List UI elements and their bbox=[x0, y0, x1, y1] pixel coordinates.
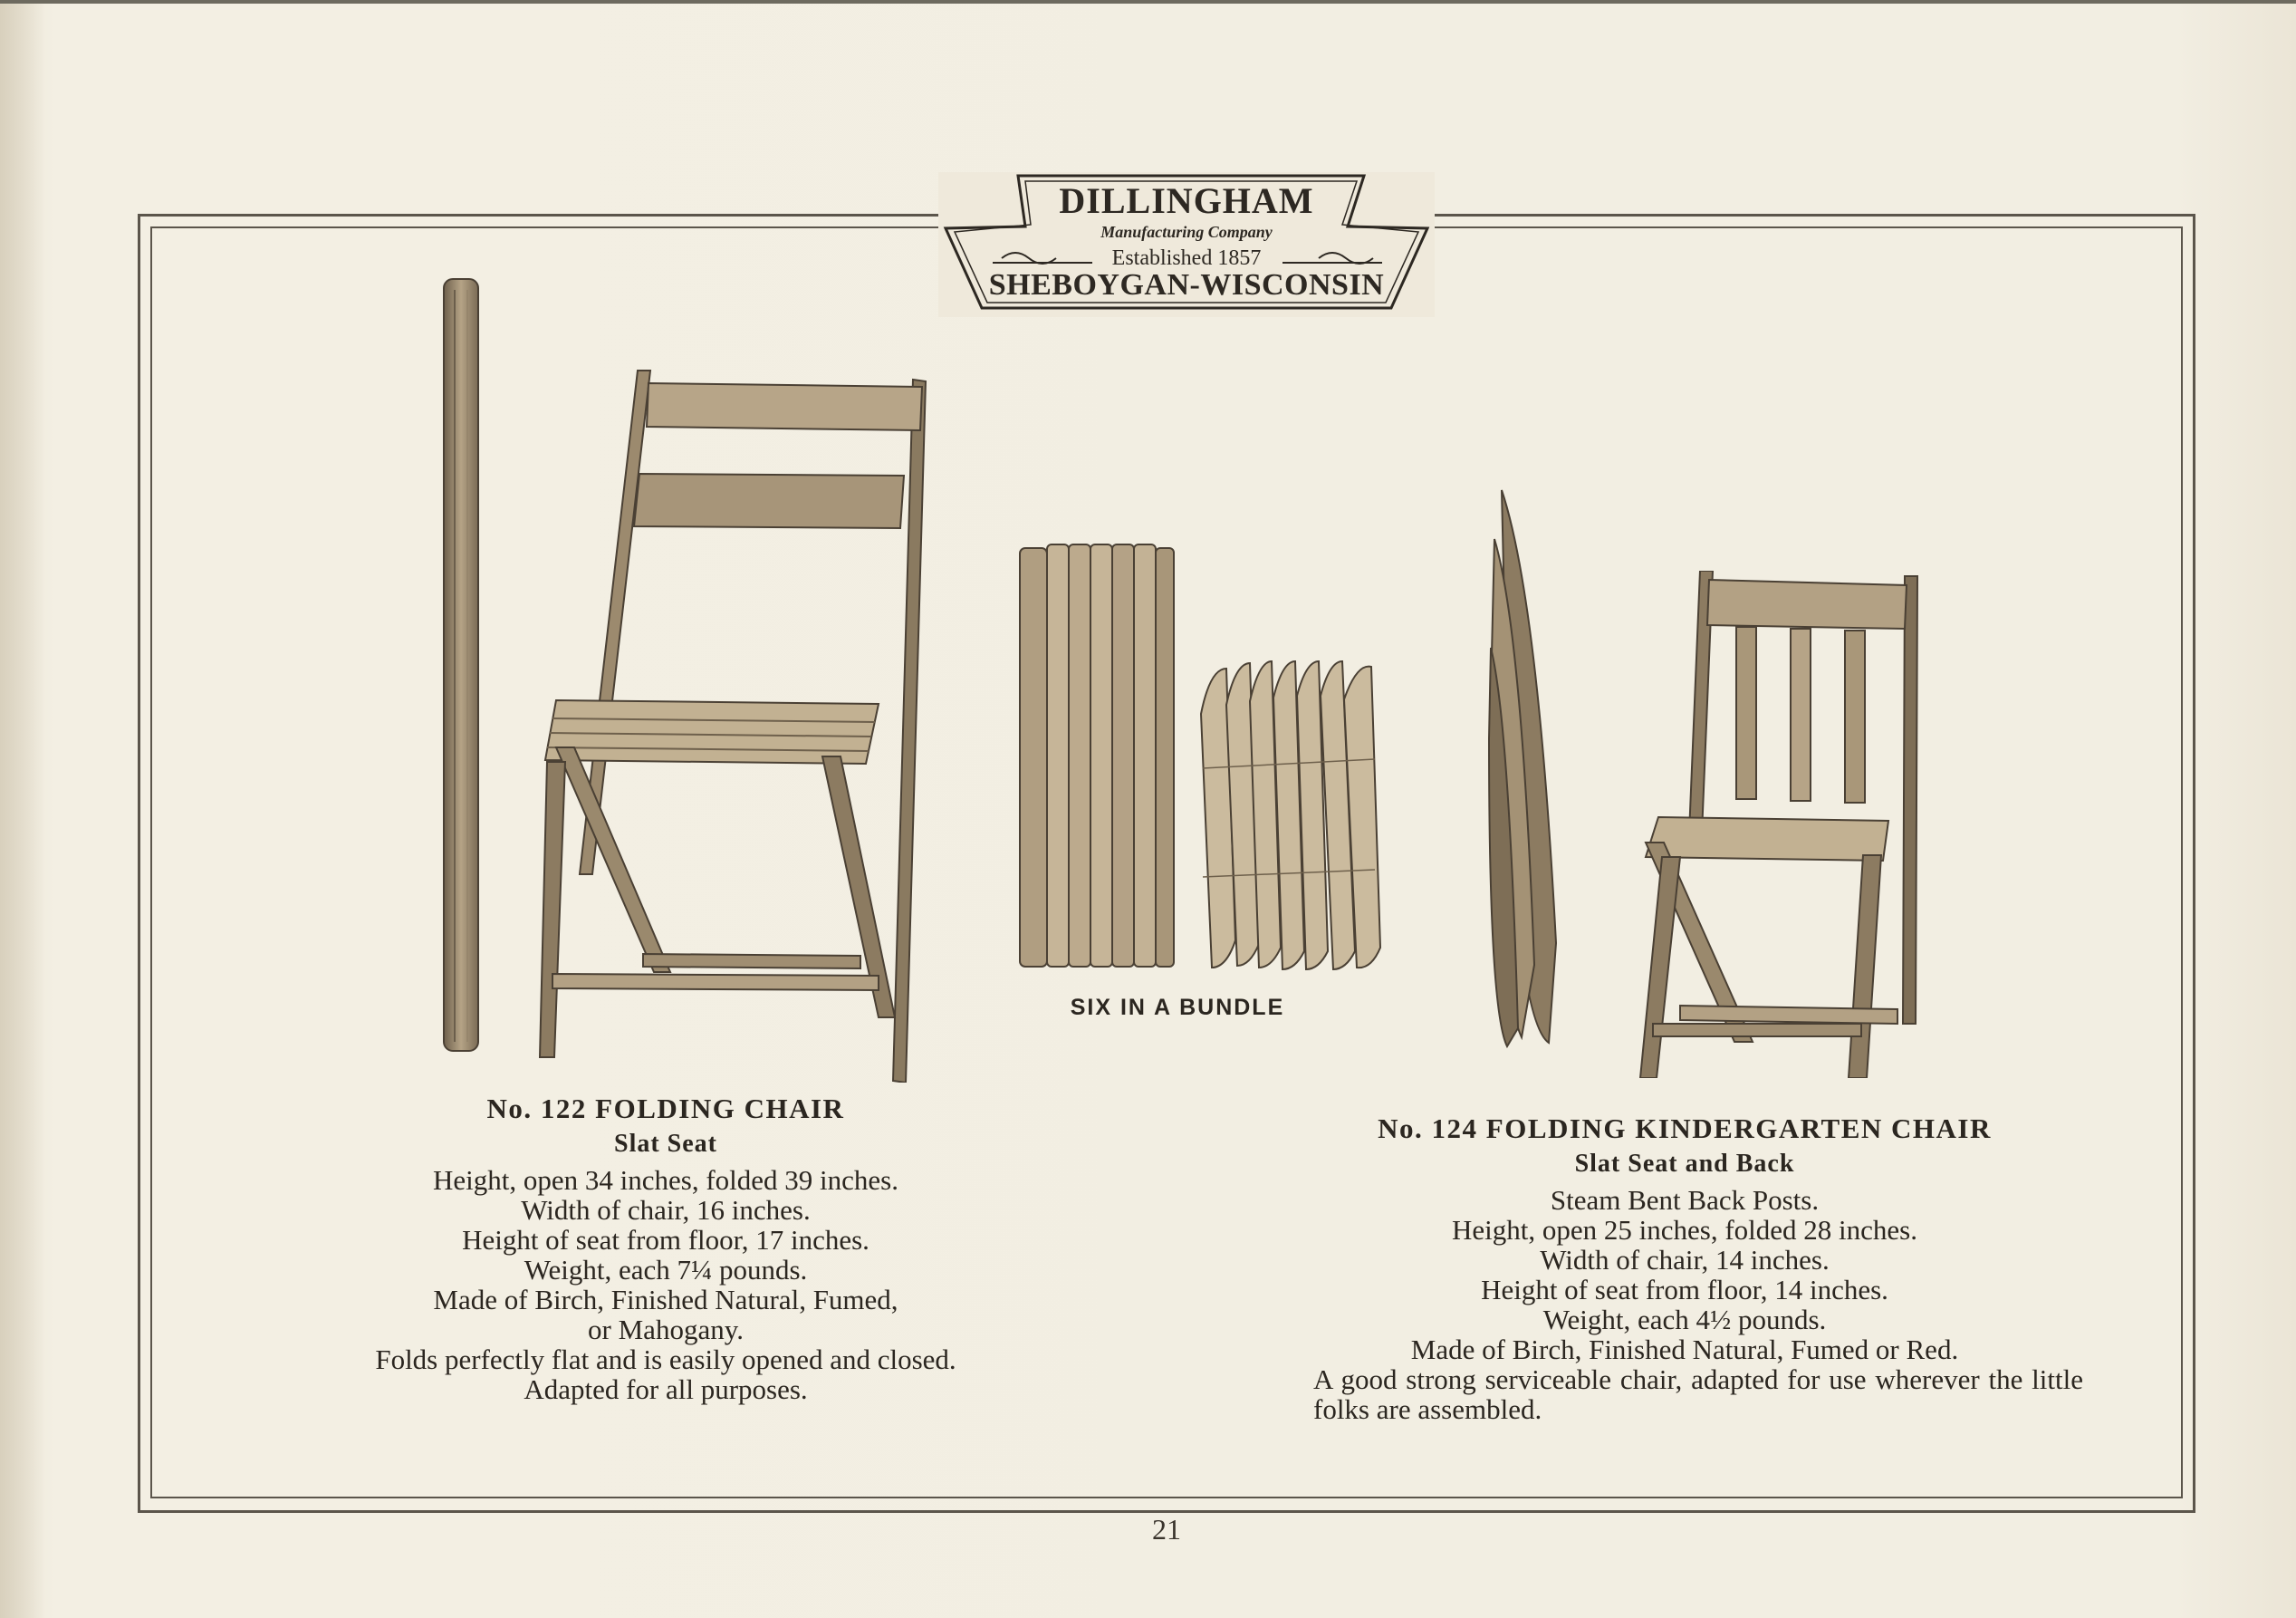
folded-chair-122-image bbox=[435, 272, 489, 1060]
open-chair-124-image bbox=[1626, 571, 1934, 1078]
product-122-line: Adapted for all purposes. bbox=[524, 1373, 808, 1405]
product-122-line: Made of Birch, Finished Natural, Fumed, bbox=[433, 1284, 898, 1315]
product-124-line: Height of seat from floor, 14 inches. bbox=[1481, 1274, 1888, 1305]
product-122-line: Height, open 34 inches, folded 39 inches. bbox=[433, 1164, 898, 1196]
open-chair-122-image bbox=[534, 367, 933, 1083]
bundle-caption: SIX IN A BUNDLE bbox=[1070, 995, 1285, 1020]
product-122-line: Height of seat from floor, 17 inches. bbox=[462, 1224, 869, 1256]
page-number: 21 bbox=[1152, 1513, 1181, 1546]
page-top-edge bbox=[0, 0, 2296, 4]
logo-city: SHEBOYGAN-WISCONSIN bbox=[988, 268, 1385, 302]
product-122-line: or Mahogany. bbox=[588, 1314, 744, 1345]
logo-established: Established 1857 bbox=[1111, 246, 1262, 270]
product-124-line: Height, open 25 inches, folded 28 inches. bbox=[1452, 1214, 1917, 1246]
bundle-stacked-image bbox=[1194, 660, 1388, 978]
product-122-description bbox=[272, 1093, 1060, 1404]
product-122-subtitle: Slat Seat bbox=[614, 1130, 717, 1158]
product-122-line: Weight, each 7¼ pounds. bbox=[524, 1254, 808, 1286]
product-122-title: No. 122 FOLDING CHAIR bbox=[486, 1093, 845, 1124]
product-124-line: Weight, each 4½ pounds. bbox=[1542, 1304, 1827, 1335]
product-124-line: Steam Bent Back Posts. bbox=[1550, 1184, 1820, 1216]
product-124-title: No. 124 FOLDING KINDERGARTEN CHAIR bbox=[1378, 1112, 1992, 1144]
product-124-line: Made of Birch, Finished Natural, Fumed or Red. bbox=[1410, 1334, 1959, 1365]
product-122-line: Folds perfectly flat and is easily opened and closed. bbox=[375, 1344, 956, 1375]
product-124-line: Width of chair, 14 inches. bbox=[1540, 1244, 1830, 1276]
logo-company-subtitle: Manufacturing Company bbox=[1100, 223, 1273, 241]
folded-chair-124-image bbox=[1485, 485, 1576, 1055]
binding-shadow bbox=[0, 0, 45, 1618]
product-124-description bbox=[1286, 1112, 2083, 1424]
product-122-line: Width of chair, 16 inches. bbox=[521, 1194, 811, 1226]
product-124-subtitle: Slat Seat and Back bbox=[1574, 1150, 1795, 1178]
product-124-paragraph: A good strong serviceable chair, adapted for use wherever the little folks are assembled. bbox=[1313, 1363, 2083, 1425]
logo-company-name: DILLINGHAM bbox=[1059, 180, 1314, 221]
dillingham-logo bbox=[938, 172, 1435, 317]
bundle-folded-image bbox=[1014, 539, 1177, 974]
